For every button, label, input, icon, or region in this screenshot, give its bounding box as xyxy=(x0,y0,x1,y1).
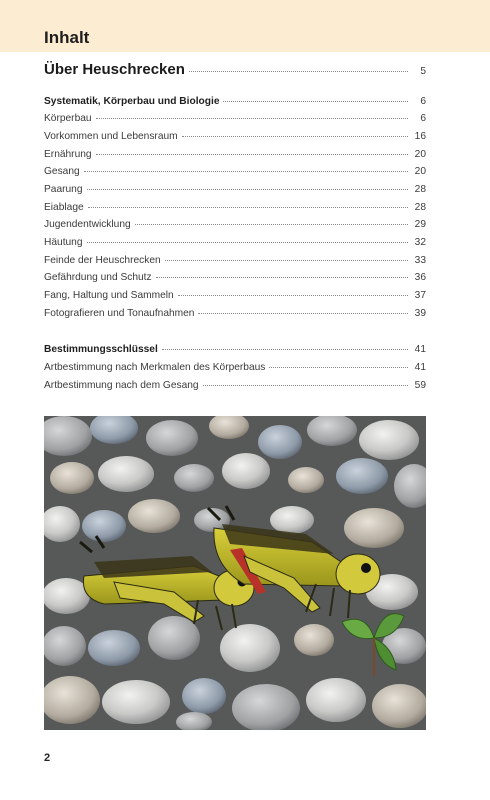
toc-entry[interactable] xyxy=(44,255,426,271)
toc-entry[interactable] xyxy=(44,380,426,396)
leader-dots xyxy=(182,136,408,137)
toc-entry-label: Eiablage xyxy=(44,202,84,213)
toc-entry-page: 28 xyxy=(414,184,426,195)
toc-entry-label: Fang, Haltung und Sammeln xyxy=(44,290,174,301)
leader-dots xyxy=(223,101,408,102)
leader-dots xyxy=(198,313,408,314)
toc-entry-label: Häutung xyxy=(44,237,83,248)
toc-entry-label: Gefährdung und Schutz xyxy=(44,272,152,283)
toc-section-heading[interactable] xyxy=(44,344,426,360)
leader-dots xyxy=(84,171,408,172)
toc-entry-label: Artbestimmung nach Merkmalen des Körperbaus xyxy=(44,362,266,373)
leader-dots xyxy=(162,349,408,350)
leader-dots xyxy=(156,277,408,278)
toc-entry-page: 36 xyxy=(414,272,426,283)
toc-entry-label: Feinde der Heuschrecken xyxy=(44,255,161,266)
toc-entry-page: 16 xyxy=(414,131,426,142)
toc-entry-label: Jugendentwicklung xyxy=(44,219,131,230)
toc-main-entry[interactable] xyxy=(44,61,426,83)
toc-entry[interactable] xyxy=(44,149,426,165)
leader-dots xyxy=(96,154,408,155)
toc-entry-page: 32 xyxy=(414,237,426,248)
toc-entry[interactable] xyxy=(44,237,426,253)
leader-dots xyxy=(189,71,408,72)
toc-entry[interactable] xyxy=(44,308,426,324)
toc-entry-page: 28 xyxy=(414,202,426,213)
toc-entry-page: 37 xyxy=(414,290,426,301)
leader-dots xyxy=(135,224,408,225)
leader-dots xyxy=(88,207,408,208)
toc-entry[interactable] xyxy=(44,362,426,378)
toc-section-page: 6 xyxy=(420,96,426,107)
leader-dots xyxy=(203,385,408,386)
grasshopper-photo-illustration xyxy=(44,416,426,730)
toc-entry-page: 59 xyxy=(414,380,426,391)
leader-dots xyxy=(269,367,408,368)
toc-entry[interactable] xyxy=(44,184,426,200)
toc-entry[interactable] xyxy=(44,202,426,218)
toc-entry-page: 39 xyxy=(414,308,426,319)
toc-entry-label: Paarung xyxy=(44,184,83,195)
toc-entry-label: Artbestimmung nach dem Gesang xyxy=(44,380,199,391)
toc-section-heading[interactable] xyxy=(44,96,426,112)
toc-entry[interactable] xyxy=(44,272,426,288)
toc-section-page: 41 xyxy=(414,344,426,355)
toc-entry-label: Über Heuschrecken xyxy=(44,61,185,78)
toc-entry[interactable] xyxy=(44,131,426,147)
toc-entry-label: Gesang xyxy=(44,166,80,177)
page-number: 2 xyxy=(44,752,51,764)
leader-dots xyxy=(87,242,408,243)
leader-dots xyxy=(87,189,408,190)
toc-entry-label: Vorkommen und Lebensraum xyxy=(44,131,178,142)
toc-entry-label: Ernährung xyxy=(44,149,92,160)
toc-entry-page: 33 xyxy=(414,255,426,266)
toc-entry-page: 20 xyxy=(414,149,426,160)
leader-dots xyxy=(178,295,408,296)
toc-entry[interactable] xyxy=(44,219,426,235)
leader-dots xyxy=(96,118,408,119)
grasshopper-photo xyxy=(44,416,426,730)
toc-entry[interactable] xyxy=(44,166,426,182)
page-title: Inhalt xyxy=(44,28,90,47)
toc-section-label: Systematik, Körperbau und Biologie xyxy=(44,96,220,107)
toc-entry[interactable] xyxy=(44,290,426,306)
toc-entry-page: 41 xyxy=(414,362,426,373)
toc-entry-label: Körperbau xyxy=(44,113,92,124)
toc-entry[interactable] xyxy=(44,113,426,129)
toc-entry-page: 5 xyxy=(420,66,426,77)
leader-dots xyxy=(165,260,408,261)
toc-entry-page: 29 xyxy=(414,219,426,230)
toc-entry-page: 20 xyxy=(414,166,426,177)
toc-section-label: Bestimmungsschlüssel xyxy=(44,344,158,355)
toc-entry-page: 6 xyxy=(420,113,426,124)
toc-entry-label: Fotografieren und Tonaufnahmen xyxy=(44,308,195,319)
